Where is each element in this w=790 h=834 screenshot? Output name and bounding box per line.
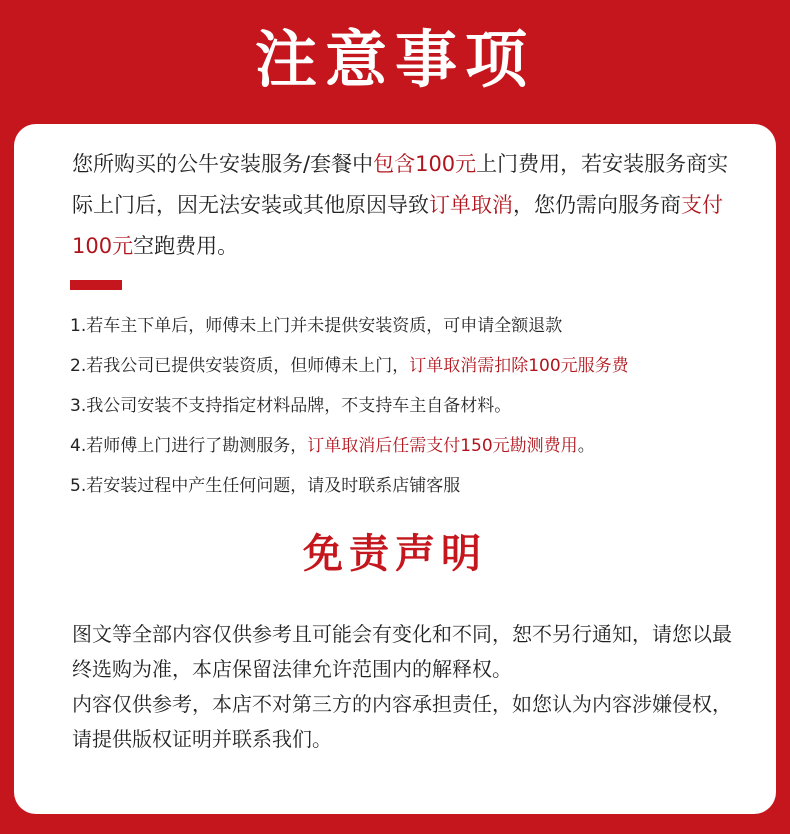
- rule-tail: 。: [577, 436, 595, 456]
- rule-text: 4.若师傅上门进行了勘测服务，: [70, 436, 308, 456]
- intro-text-1: 您所购买的公牛安装服务/套餐中: [72, 152, 374, 176]
- page-title: 注意事项: [254, 23, 535, 96]
- disclaimer-body: [72, 617, 737, 757]
- rule-item-1: [70, 306, 750, 346]
- disclaimer-paragraph-2: 内容仅供参考，本店不对第三方的内容承担责任，如您认为内容涉嫌侵权，请提供版权证明并联系我们。: [72, 692, 732, 751]
- intro-text-3: ，您仍需向服务商: [513, 193, 681, 217]
- rule-highlight: 订单取消后任需支付150元勘测费用: [307, 436, 578, 456]
- intro-text-4: 空跑费用。: [133, 234, 239, 258]
- rule-highlight: 订单取消需扣除100元服务费: [409, 356, 629, 376]
- section-divider: [70, 280, 122, 290]
- rule-item-4: [70, 426, 750, 466]
- intro-highlight-pay: 支付100元: [72, 193, 723, 258]
- intro-highlight-cancel: 订单取消: [429, 193, 513, 217]
- rule-item-2: [70, 346, 750, 386]
- rules-list: [70, 306, 750, 506]
- rule-text: 2.若我公司已提供安装资质，但师傅未上门，: [70, 356, 410, 376]
- disclaimer-title: 免责声明: [303, 531, 487, 577]
- disclaimer-paragraph-1: 图文等全部内容仅供参考且可能会有变化和不同，恕不另行通知，请您以最终选购为准，本店保留法律允许范围内的解释权。: [72, 622, 732, 681]
- rule-item-5: [70, 466, 750, 506]
- rule-text: 5.若安装过程中产生任何问题，请及时联系店铺客服: [70, 476, 461, 496]
- intro-paragraph: [72, 144, 732, 267]
- rule-item-3: [70, 386, 750, 426]
- rule-text: 3.我公司安装不支持指定材料品牌，不支持车主自备材料。: [70, 396, 512, 416]
- intro-highlight-fee: 包含100元: [373, 152, 477, 176]
- notice-card: [14, 124, 776, 814]
- rule-text: 1.若车主下单后，师傅未上门并未提供安装资质，可申请全额退款: [70, 316, 563, 336]
- intro-text-2: 上门费用，若安装服务商实际上门后，因无法安装或其他原因导致: [72, 152, 729, 217]
